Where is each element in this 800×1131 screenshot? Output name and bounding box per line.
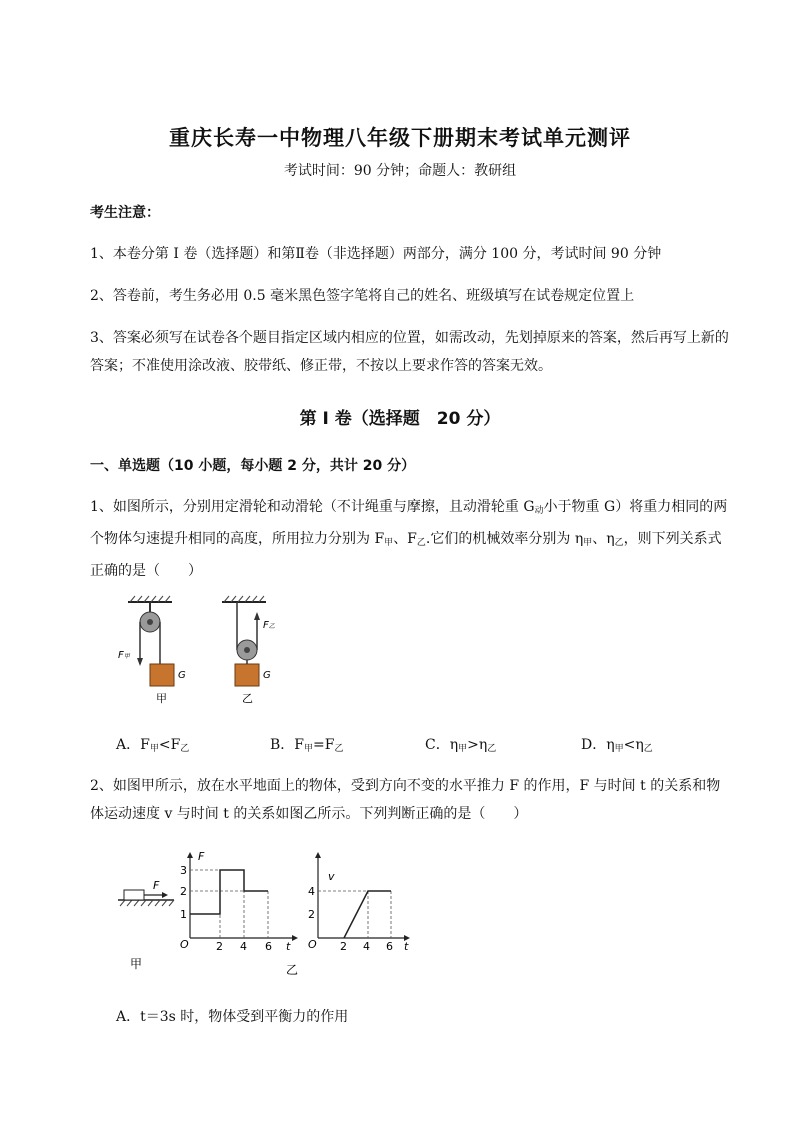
svg-text:G: G: [178, 670, 186, 681]
svg-text:O: O: [180, 938, 189, 951]
svg-text:O: O: [308, 938, 317, 951]
notice-item-3: 3、答案必须写在试卷各个题目指定区域内相应的位置，如需改动，先划掉原来的答案，然后再写上新的答案；不准使用涂改液、胶带纸、修正带，不按以上要求作答的答案无效。: [90, 330, 729, 374]
svg-text:t: t: [286, 940, 291, 953]
svg-text:6: 6: [265, 940, 272, 953]
svg-text:4: 4: [363, 940, 370, 953]
q2-option-a[interactable]: A．t＝3s 时，物体受到平衡力的作用: [116, 1009, 349, 1025]
question-1-text: 1、如图所示，分别用定滑轮和动滑轮（不计绳重与摩擦，且动滑轮重 $G_动$小于物重 G）将重力相同的两个物体匀速提升相同的高度，所用拉力分别为 $F_甲$、$F_乙$.它们的机械效率分别为 $\eta_甲$、$\eta_乙$，则下列关系式正确的是（ ）: [90, 499, 728, 579]
figure-label-yi: 乙: [242, 692, 253, 705]
figure2-label-jia: 甲: [130, 957, 143, 971]
page-subtitle: 考试时间：90 分钟；命题人：教研组: [283, 163, 517, 179]
svg-text:2: 2: [308, 908, 315, 921]
svg-text:G: G: [263, 670, 271, 681]
svg-text:3: 3: [180, 864, 187, 877]
part-heading: 一、单选题（10 小题，每小题 2 分，共计 20 分）: [90, 458, 416, 474]
notice-item-1: 1、本卷分第 I 卷（选择题）和第Ⅱ卷（非选择题）两部分，满分 100 分，考试时间 90 分钟: [90, 246, 662, 262]
page-title: 重庆长寿一中物理八年级下册期末考试单元测评: [169, 126, 631, 150]
svg-text:4: 4: [240, 940, 247, 953]
svg-text:6: 6: [386, 940, 393, 953]
figure-label-jia: 甲: [156, 692, 167, 705]
v-t-graph: [308, 852, 410, 953]
svg-text:F甲: F甲: [118, 650, 130, 661]
figure2-label-yi: 乙: [286, 963, 299, 977]
q1-option-a[interactable]: A．$F_甲<F_乙$: [116, 737, 190, 754]
question-2-text: 2、如图甲所示，放在水平地面上的物体，受到方向不变的水平推力 F 的作用，F 与时间 t 的关系和物体运动速度 v 与时间 t 的关系如图乙所示。下列判断正确的是（ ）: [90, 778, 721, 822]
block-on-ground: [118, 879, 174, 971]
svg-text:2: 2: [340, 940, 347, 953]
q1-option-c[interactable]: C．$\eta_甲>\eta_乙$: [425, 737, 497, 754]
svg-text:F: F: [198, 850, 205, 863]
svg-text:t: t: [404, 940, 409, 953]
fixed-pulley: [118, 596, 186, 705]
svg-text:1: 1: [180, 908, 187, 921]
q1-option-d[interactable]: D．$\eta_甲<\eta_乙$: [581, 737, 653, 754]
svg-text:4: 4: [308, 885, 315, 898]
svg-text:v: v: [328, 870, 335, 883]
f-t-graph: [180, 850, 298, 977]
section-title: 第 I 卷（选择题 20 分）: [299, 409, 501, 429]
svg-text:2: 2: [216, 940, 223, 953]
svg-text:2: 2: [180, 885, 187, 898]
pulley-figure: [110, 592, 290, 712]
movable-pulley: [222, 596, 275, 705]
q1-option-b[interactable]: B．$F_甲=F_乙$: [270, 737, 344, 754]
notice-item-2: 2、答卷前，考生务必用 0.5 毫米黑色签字笔将自己的姓名、班级填写在试卷规定位置上: [90, 288, 635, 304]
force-velocity-figure: [112, 848, 417, 978]
notice-heading: 考生注意：: [90, 205, 160, 221]
svg-text:F: F: [153, 879, 160, 892]
svg-text:F乙: F乙: [263, 620, 275, 631]
